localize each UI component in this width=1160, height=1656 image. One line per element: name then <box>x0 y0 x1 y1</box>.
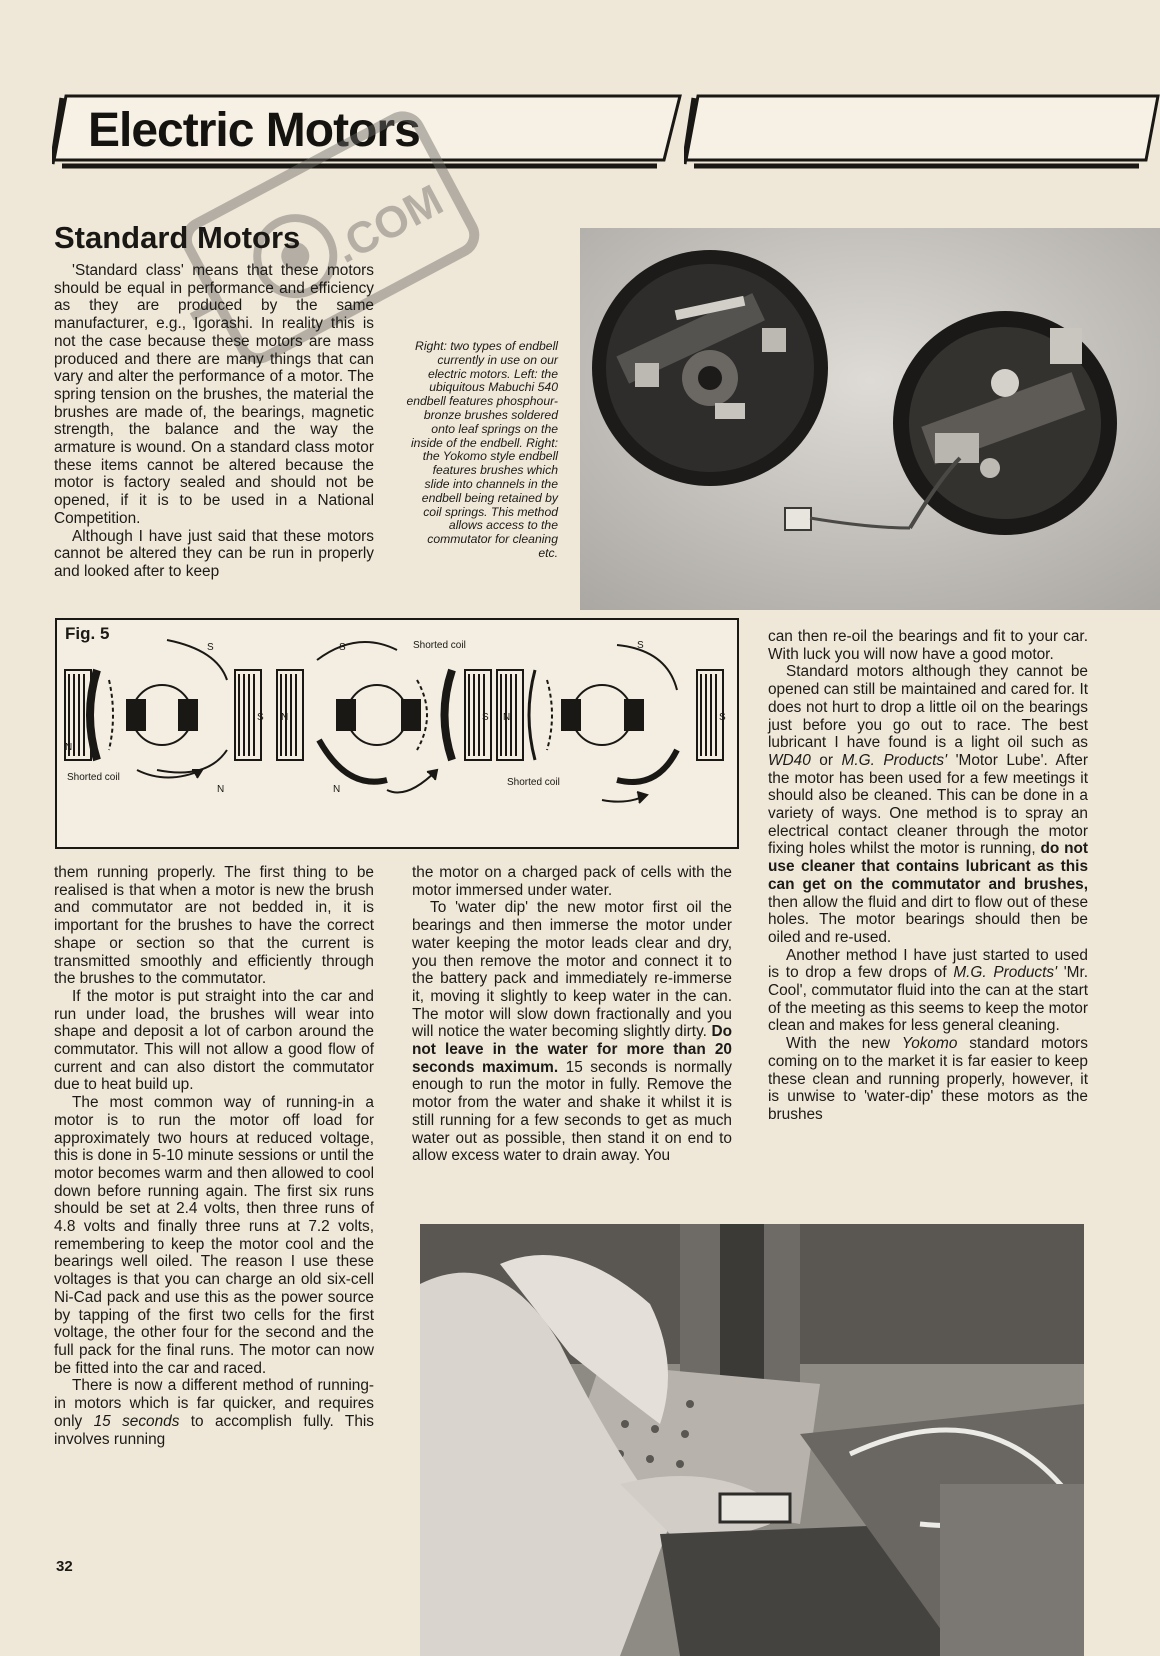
column-1-top <box>54 262 374 581</box>
fig-label-n3: N <box>281 712 289 723</box>
fig-label-s5: S <box>637 640 644 651</box>
fig-label-s3: S <box>339 642 346 653</box>
fig-label-n2: N <box>217 784 225 795</box>
text-run: Standard motors although they cannot be opened can still be maintained and cared for. It does not hurt to drop a little oil on the bearings just before you go out to race. The best lubricant I have found is a light oil such as <box>768 663 1088 752</box>
fig-label-s1: S <box>207 642 214 653</box>
text-run-italic: WD40 <box>768 751 811 769</box>
text-run-italic: M.G. Products' <box>841 751 948 769</box>
section-heading: Standard Motors <box>54 220 301 255</box>
fig-label-s4: S <box>482 712 489 723</box>
figure-5 <box>55 618 739 849</box>
text-run: 'Mr. Cool', commutator fluid into the can at the start of the meeting as this seems to keep the motor clean and makes for less general cleaning. <box>768 964 1089 1035</box>
figure-label: Fig. 5 <box>65 624 110 643</box>
text-run-italic: M.G. Products' <box>953 964 1058 982</box>
column-2 <box>412 864 732 1165</box>
shorted-coil-label: Shorted coil <box>413 640 466 651</box>
shorted-coil-label: Shorted coil <box>507 777 560 788</box>
text-run: There is now a different method of running-in motors which is far quicker, and requires only <box>54 1377 374 1430</box>
column-3 <box>768 628 1088 1124</box>
paragraph: If the motor is put straight into the car and run under load, the brushes will wear into shape and deposit a lot of carbon around the commutator. This will not allow a good flow of current and can also distort the commutator due to heat build up. <box>54 987 374 1094</box>
text-run: Another method I have just started to used is to drop a few drops of <box>768 946 1088 982</box>
text-run: or <box>810 751 842 769</box>
column-1-bottom <box>54 864 374 1448</box>
text-run: 'Motor Lube'. After the motor has been used for a few meetings it should also be cleaned. This can be done in a variety of ways. One method is to spray an electrical contact cleaner through the motor fixing holes whilst the motor is running, <box>768 751 1088 858</box>
text-run: standard motors coming on to the market it is far easier to keep these clean and running properly, however, it is unwise to 'water-dip' these motors as the brushes <box>768 1035 1088 1123</box>
paragraph <box>54 1377 374 1448</box>
paragraph <box>412 899 732 1165</box>
watermark-text: .COM <box>326 175 451 273</box>
fig-label-n5: N <box>503 712 511 723</box>
text-run-bold: Do not leave in the water for more than 20 seconds maximum. <box>412 1023 732 1076</box>
fig-label-n4: N <box>333 784 341 795</box>
paragraph <box>768 947 1088 1036</box>
photo-caption: Right: two types of endbell currently in use on our electric motors. Left: the ubiquitous Mabuchi 540 endbell features phosphour-bronze brushes soldered onto leaf springs on the inside of the endbell. Right: the Yokomo style endbell features brushes which slide into channels in the endbell being retained by coil springs. This method allows access to the commutator for cleaning etc. <box>406 339 558 560</box>
page-number: 32 <box>56 1558 73 1575</box>
text-run: To 'water dip' the new motor first oil the bearings and then immerse the motor under water keeping the motor leads clear and dry, you then remove the motor and connect it to the battery pack and immediately re-immerse it, moving it slightly to keep water in the can. The motor will slow down fractionally and you will notice the water becoming slightly dirty. <box>412 899 732 1041</box>
page-title: Electric Motors <box>88 104 420 157</box>
text-run: 15 seconds is normally enough to run the motor in fully. Remove the motor from the water and shake it whilst it is still running for a few seconds to get as much water out as possible, then stand it on end to allow excess water to drain away. You <box>412 1058 732 1165</box>
paragraph: The most common way of running-in a motor is to run the motor off load for approximately two hours at reduced voltage, this is done in 5-10 minute sessions or until the motor becomes warm and then allowed to cool down before running again. The first six runs should be set at 2.4 volts, then three runs of 4.8 volts and finally three runs at 7.2 volts, remembering to keep the motor cool and the bearings well oiled. The reason I use these voltages is that you can charge an old six-cell Ni-Cad pack and use this as the power source by tapping of the first two cells for the first voltage, the other four for the second and the full pack for the final runs. The motor can now be fitted into the car and raced. <box>54 1094 374 1377</box>
shorted-coil-label: Shorted coil <box>67 772 120 783</box>
text-run-italic: 15 seconds <box>93 1412 180 1430</box>
paragraph: Although I have just said that these motors cannot be altered they can be run in properly and looked after to keep <box>54 527 374 580</box>
fig-label-s6: S <box>719 712 726 723</box>
text-run: then allow the fluid and dirt to flow out of these holes. The motor bearings should then be oiled and re-used. <box>768 893 1088 946</box>
text-run: to accomplish fully. This involves running <box>54 1412 374 1448</box>
text-run-bold: do not use cleaner that contains lubricant as this can get on the commutator and brushes, <box>768 840 1088 893</box>
text-run-italic: Yokomo <box>901 1035 958 1053</box>
fig-label-n1: N <box>65 742 73 753</box>
drilling-photo <box>420 1224 1084 1656</box>
text-run: With the new <box>786 1035 902 1053</box>
endbell-photo <box>580 228 1160 610</box>
paragraph: the motor on a charged pack of cells with the motor immersed under water. <box>412 864 732 899</box>
paragraph <box>768 663 1088 946</box>
paragraph <box>768 1035 1088 1124</box>
paragraph: 'Standard class' means that these motors should be equal in performance and efficiency as they are produced by the same manufacturer, e.g., Igorashi. In reality this is not the case because these motors are mass produced and there are many things that can vary and alter the performance of a motor. The spring tension on the brushes, the material the brushes are made of, the bearings, magnetic strength, the balance and the way the armature is wound. On a standard class motor these items cannot be altered because the motor is factory sealed and should not be opened, if it is to be used in a National Competition. <box>54 262 374 527</box>
paragraph: them running properly. The first thing to be realised is that when a motor is new the brush and commutator are not bedded in, it is important for the brushes to have the correct shape or section so that the current is transmitted smoothly and efficiently through the brushes to the commutator. <box>54 864 374 988</box>
fig-label-s2: S <box>257 712 264 723</box>
header-banner-right <box>684 94 1160 170</box>
paragraph: can then re-oil the bearings and fit to your car. With luck you will now have a good motor. <box>768 628 1088 663</box>
